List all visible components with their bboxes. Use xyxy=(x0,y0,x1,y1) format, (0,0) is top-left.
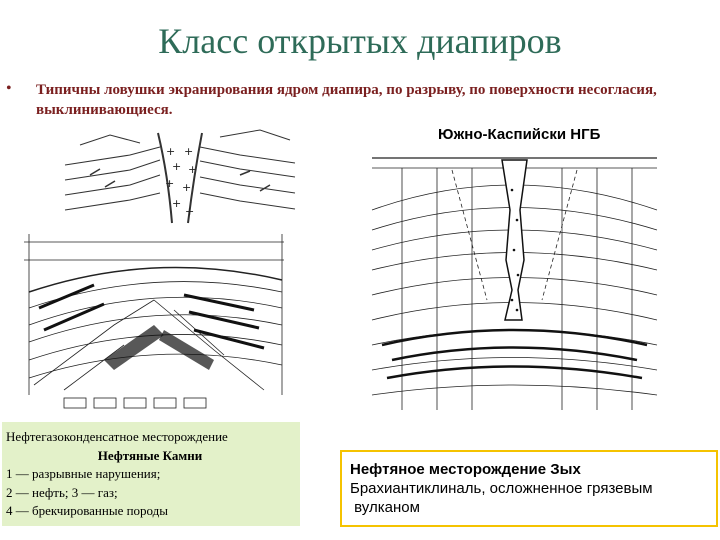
caption-zykh xyxy=(340,450,718,527)
zykh-section-figure xyxy=(362,150,662,440)
legend-item-4: 4 — брекчированные породы xyxy=(6,503,169,518)
svg-text:+: + xyxy=(185,205,195,218)
svg-text:+: + xyxy=(184,145,194,158)
caption-right-line2: Брахиантиклиналь, осложненное грязевым xyxy=(350,480,653,497)
caption-left-title: Нефтегазоконденсатное месторождение xyxy=(6,429,228,444)
legend-item-2-3: 2 — нефть; 3 — газ; xyxy=(6,484,118,500)
svg-text:+: + xyxy=(172,160,182,173)
caption-left-field-name: Нефтяные Камни xyxy=(97,447,203,463)
svg-text:+: + xyxy=(166,145,176,158)
svg-text:+: + xyxy=(172,197,182,210)
caption-right-line3: вулканом xyxy=(350,499,420,516)
svg-text:+: + xyxy=(165,177,175,190)
slide-title: Класс открытых диапиров xyxy=(158,21,562,61)
svg-text:+: + xyxy=(182,181,192,194)
neftyanye-kamni-section-figure xyxy=(4,230,294,415)
legend-item-1: 1 — разрывные нарушения; xyxy=(6,466,161,481)
diapir-sketch-figure xyxy=(60,125,300,225)
caption-neftyanye-kamni xyxy=(2,422,300,526)
svg-text:+: + xyxy=(188,163,198,176)
caption-right-title: Нефтяное месторождение Зых xyxy=(350,461,581,478)
region-label: Южно-Каспийски НГБ xyxy=(438,126,601,143)
bullet-marker: • xyxy=(6,80,12,97)
bullet-text: Типичны ловушки экранирования ядром диапира, по разрыву, по поверхности несогласия, выклинивающиеся. xyxy=(36,82,657,118)
